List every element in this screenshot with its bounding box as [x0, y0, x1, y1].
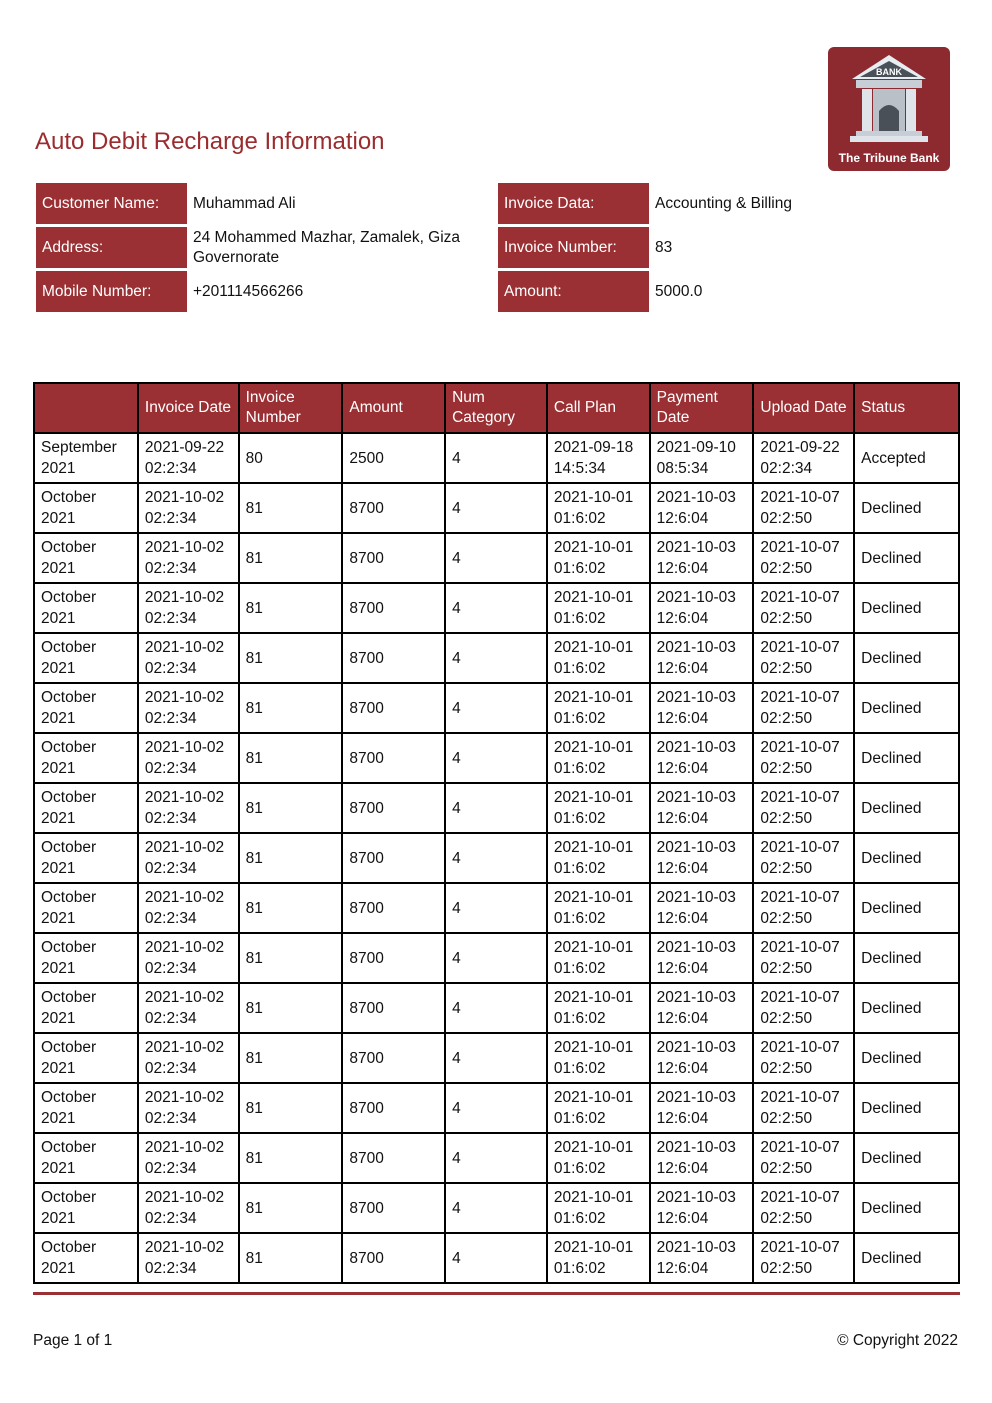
- cell-payment-date: 2021-10-03 12:6:04: [650, 983, 754, 1033]
- cell-num-category: 4: [445, 733, 547, 783]
- cell-num-category: 4: [445, 633, 547, 683]
- cell-period: October 2021: [34, 483, 138, 533]
- cell-amount: 8700: [342, 833, 445, 883]
- cell-status: Declined: [854, 483, 959, 533]
- cell-num-category: 4: [445, 483, 547, 533]
- cell-upload-date: 2021-10-07 02:2:50: [753, 1033, 854, 1083]
- cell-invoice-number: 81: [239, 933, 343, 983]
- cell-upload-date: 2021-10-07 02:2:50: [753, 1233, 854, 1283]
- cell-amount: 8700: [342, 683, 445, 733]
- table-row: [34, 1033, 959, 1083]
- info-value: 24 Mohammed Mazhar, Zamalek, Giza Governorate: [193, 228, 461, 266]
- cell-amount: 8700: [342, 983, 445, 1033]
- cell-call-plan: 2021-10-01 01:6:02: [547, 1233, 650, 1283]
- cell-call-plan: 2021-10-01 01:6:02: [547, 1183, 650, 1233]
- info-row-customer-name: [36, 183, 489, 224]
- cell-invoice-date: 2021-10-02 02:2:34: [138, 733, 239, 783]
- cell-amount: 8700: [342, 483, 445, 533]
- cell-period: October 2021: [34, 1183, 138, 1233]
- cell-invoice-number: 81: [239, 533, 343, 583]
- cell-call-plan: 2021-10-01 01:6:02: [547, 733, 650, 783]
- cell-status: Declined: [854, 883, 959, 933]
- cell-call-plan: 2021-10-01 01:6:02: [547, 533, 650, 583]
- cell-payment-date: 2021-10-03 12:6:04: [650, 1233, 754, 1283]
- cell-invoice-date: 2021-10-02 02:2:34: [138, 483, 239, 533]
- cell-invoice-date: 2021-10-02 02:2:34: [138, 783, 239, 833]
- cell-num-category: 4: [445, 533, 547, 583]
- table-row: [34, 983, 959, 1033]
- cell-status: Accepted: [854, 433, 959, 483]
- info-label: Invoice Number:: [498, 227, 649, 268]
- column-header-invoice-number: Invoice Number: [239, 383, 343, 433]
- column-header-status: Status: [854, 383, 959, 433]
- cell-upload-date: 2021-10-07 02:2:50: [753, 883, 854, 933]
- cell-period: October 2021: [34, 883, 138, 933]
- cell-payment-date: 2021-10-03 12:6:04: [650, 883, 754, 933]
- table-row: [34, 633, 959, 683]
- cell-upload-date: 2021-10-07 02:2:50: [753, 1083, 854, 1133]
- cell-invoice-date: 2021-10-02 02:2:34: [138, 1133, 239, 1183]
- cell-invoice-date: 2021-10-02 02:2:34: [138, 933, 239, 983]
- cell-call-plan: 2021-10-01 01:6:02: [547, 583, 650, 633]
- cell-payment-date: 2021-10-03 12:6:04: [650, 633, 754, 683]
- cell-amount: 8700: [342, 733, 445, 783]
- table-row: [34, 433, 959, 483]
- column-header-upload-date: Upload Date: [753, 383, 854, 433]
- info-label: Invoice Data:: [498, 183, 649, 224]
- recharge-table: [33, 382, 960, 1284]
- cell-invoice-date: 2021-10-02 02:2:34: [138, 1183, 239, 1233]
- invoice-info-table: [498, 180, 951, 315]
- cell-upload-date: 2021-10-07 02:2:50: [753, 683, 854, 733]
- cell-invoice-date: 2021-10-02 02:2:34: [138, 633, 239, 683]
- cell-status: Declined: [854, 1083, 959, 1133]
- cell-invoice-number: 81: [239, 633, 343, 683]
- cell-status: Declined: [854, 533, 959, 583]
- cell-amount: 8700: [342, 1133, 445, 1183]
- cell-payment-date: 2021-10-03 12:6:04: [650, 533, 754, 583]
- cell-period: October 2021: [34, 633, 138, 683]
- cell-invoice-number: 81: [239, 583, 343, 633]
- info-value: Muhammad Ali: [193, 194, 296, 212]
- table-row: [34, 1233, 959, 1283]
- cell-num-category: 4: [445, 683, 547, 733]
- table-row: [34, 1183, 959, 1233]
- cell-upload-date: 2021-10-07 02:2:50: [753, 933, 854, 983]
- cell-invoice-date: 2021-10-02 02:2:34: [138, 533, 239, 583]
- table-row: [34, 533, 959, 583]
- cell-num-category: 4: [445, 1133, 547, 1183]
- cell-call-plan: 2021-10-01 01:6:02: [547, 633, 650, 683]
- cell-invoice-number: 81: [239, 483, 343, 533]
- footer-divider: [33, 1292, 960, 1295]
- cell-period: October 2021: [34, 1033, 138, 1083]
- cell-period: October 2021: [34, 583, 138, 633]
- cell-invoice-date: 2021-10-02 02:2:34: [138, 1083, 239, 1133]
- cell-amount: 2500: [342, 433, 445, 483]
- column-header-payment-date: Payment Date: [650, 383, 754, 433]
- table-row: [34, 933, 959, 983]
- cell-num-category: 4: [445, 933, 547, 983]
- info-value: Accounting & Billing: [655, 194, 792, 212]
- cell-num-category: 4: [445, 883, 547, 933]
- cell-invoice-date: 2021-10-02 02:2:34: [138, 883, 239, 933]
- cell-call-plan: 2021-10-01 01:6:02: [547, 933, 650, 983]
- cell-upload-date: 2021-09-22 02:2:34: [753, 433, 854, 483]
- cell-upload-date: 2021-10-07 02:2:50: [753, 633, 854, 683]
- cell-status: Declined: [854, 633, 959, 683]
- cell-num-category: 4: [445, 583, 547, 633]
- cell-status: Declined: [854, 833, 959, 883]
- info-row-address: [36, 227, 489, 268]
- cell-invoice-date: 2021-10-02 02:2:34: [138, 683, 239, 733]
- cell-invoice-date: 2021-10-02 02:2:34: [138, 583, 239, 633]
- cell-call-plan: 2021-10-01 01:6:02: [547, 483, 650, 533]
- cell-amount: 8700: [342, 783, 445, 833]
- cell-period: October 2021: [34, 783, 138, 833]
- info-label: Amount:: [498, 271, 649, 312]
- cell-status: Declined: [854, 683, 959, 733]
- cell-call-plan: 2021-10-01 01:6:02: [547, 1083, 650, 1133]
- cell-status: Declined: [854, 983, 959, 1033]
- info-label: Customer Name:: [36, 183, 187, 224]
- table-row: [34, 1133, 959, 1183]
- cell-payment-date: 2021-10-03 12:6:04: [650, 683, 754, 733]
- cell-call-plan: 2021-09-18 14:5:34: [547, 433, 650, 483]
- cell-amount: 8700: [342, 1183, 445, 1233]
- cell-payment-date: 2021-10-03 12:6:04: [650, 483, 754, 533]
- column-header-amount: Amount: [342, 383, 445, 433]
- cell-call-plan: 2021-10-01 01:6:02: [547, 833, 650, 883]
- table-row: [34, 733, 959, 783]
- cell-payment-date: 2021-09-10 08:5:34: [650, 433, 754, 483]
- cell-status: Declined: [854, 933, 959, 983]
- cell-status: Declined: [854, 583, 959, 633]
- cell-payment-date: 2021-10-03 12:6:04: [650, 1033, 754, 1083]
- cell-upload-date: 2021-10-07 02:2:50: [753, 783, 854, 833]
- cell-amount: 8700: [342, 1083, 445, 1133]
- cell-period: October 2021: [34, 733, 138, 783]
- cell-upload-date: 2021-10-07 02:2:50: [753, 733, 854, 783]
- cell-status: Declined: [854, 1033, 959, 1083]
- cell-upload-date: 2021-10-07 02:2:50: [753, 833, 854, 883]
- cell-num-category: 4: [445, 1033, 547, 1083]
- column-header-period: [34, 383, 138, 433]
- cell-status: Declined: [854, 1233, 959, 1283]
- cell-payment-date: 2021-10-03 12:6:04: [650, 833, 754, 883]
- cell-invoice-number: 81: [239, 833, 343, 883]
- cell-status: Declined: [854, 783, 959, 833]
- column-header-num-category: Num Category: [445, 383, 547, 433]
- cell-invoice-number: 81: [239, 1033, 343, 1083]
- cell-amount: 8700: [342, 533, 445, 583]
- cell-amount: 8700: [342, 1033, 445, 1083]
- cell-invoice-date: 2021-10-02 02:2:34: [138, 983, 239, 1033]
- cell-call-plan: 2021-10-01 01:6:02: [547, 883, 650, 933]
- bank-logo: [828, 47, 950, 171]
- info-row-amount: [498, 271, 951, 312]
- table-row: [34, 583, 959, 633]
- cell-amount: 8700: [342, 883, 445, 933]
- page-number: Page 1 of 1: [33, 1332, 113, 1349]
- cell-num-category: 4: [445, 1233, 547, 1283]
- customer-info-table: [36, 180, 489, 315]
- cell-amount: 8700: [342, 933, 445, 983]
- cell-num-category: 4: [445, 833, 547, 883]
- cell-upload-date: 2021-10-07 02:2:50: [753, 583, 854, 633]
- cell-invoice-number: 81: [239, 683, 343, 733]
- cell-period: October 2021: [34, 933, 138, 983]
- cell-upload-date: 2021-10-07 02:2:50: [753, 483, 854, 533]
- cell-invoice-date: 2021-10-02 02:2:34: [138, 833, 239, 883]
- info-label: Mobile Number:: [36, 271, 187, 312]
- cell-status: Declined: [854, 1183, 959, 1233]
- cell-period: October 2021: [34, 1083, 138, 1133]
- cell-period: September 2021: [34, 433, 138, 483]
- cell-payment-date: 2021-10-03 12:6:04: [650, 1083, 754, 1133]
- column-header-call-plan: Call Plan: [547, 383, 650, 433]
- cell-call-plan: 2021-10-01 01:6:02: [547, 783, 650, 833]
- cell-num-category: 4: [445, 783, 547, 833]
- cell-num-category: 4: [445, 983, 547, 1033]
- cell-invoice-date: 2021-09-22 02:2:34: [138, 433, 239, 483]
- bank-name: The Tribune Bank: [838, 151, 940, 165]
- cell-period: October 2021: [34, 833, 138, 883]
- table-row: [34, 1083, 959, 1133]
- table-header-row: [34, 383, 959, 433]
- cell-invoice-number: 80: [239, 433, 343, 483]
- cell-num-category: 4: [445, 1183, 547, 1233]
- table-row: [34, 883, 959, 933]
- cell-payment-date: 2021-10-03 12:6:04: [650, 583, 754, 633]
- cell-invoice-number: 81: [239, 883, 343, 933]
- cell-call-plan: 2021-10-01 01:6:02: [547, 983, 650, 1033]
- cell-num-category: 4: [445, 433, 547, 483]
- cell-status: Declined: [854, 733, 959, 783]
- svg-text:BANK: BANK: [876, 67, 902, 77]
- cell-payment-date: 2021-10-03 12:6:04: [650, 933, 754, 983]
- cell-amount: 8700: [342, 1233, 445, 1283]
- cell-invoice-number: 81: [239, 1233, 343, 1283]
- bank-building-icon: [846, 53, 932, 149]
- cell-amount: 8700: [342, 583, 445, 633]
- info-value: 83: [655, 238, 673, 256]
- info-row-invoice-data: [498, 183, 951, 224]
- cell-invoice-number: 81: [239, 783, 343, 833]
- cell-call-plan: 2021-10-01 01:6:02: [547, 1033, 650, 1083]
- cell-status: Declined: [854, 1133, 959, 1183]
- info-value: +201114566266: [193, 282, 304, 300]
- table-row: [34, 833, 959, 883]
- cell-period: October 2021: [34, 983, 138, 1033]
- cell-upload-date: 2021-10-07 02:2:50: [753, 1133, 854, 1183]
- cell-period: October 2021: [34, 533, 138, 583]
- cell-invoice-number: 81: [239, 983, 343, 1033]
- cell-invoice-number: 81: [239, 733, 343, 783]
- cell-invoice-number: 81: [239, 1083, 343, 1133]
- cell-period: October 2021: [34, 683, 138, 733]
- cell-invoice-number: 81: [239, 1133, 343, 1183]
- cell-invoice-date: 2021-10-02 02:2:34: [138, 1033, 239, 1083]
- info-label: Address:: [36, 227, 187, 268]
- cell-upload-date: 2021-10-07 02:2:50: [753, 1183, 854, 1233]
- cell-upload-date: 2021-10-07 02:2:50: [753, 533, 854, 583]
- info-value: 5000.0: [655, 282, 703, 300]
- cell-call-plan: 2021-10-01 01:6:02: [547, 1133, 650, 1183]
- info-row-invoice-number: [498, 227, 951, 268]
- table-row: [34, 483, 959, 533]
- cell-payment-date: 2021-10-03 12:6:04: [650, 733, 754, 783]
- info-row-mobile-number: [36, 271, 489, 312]
- cell-period: October 2021: [34, 1233, 138, 1283]
- page-title: Auto Debit Recharge Information: [35, 128, 385, 155]
- cell-upload-date: 2021-10-07 02:2:50: [753, 983, 854, 1033]
- cell-amount: 8700: [342, 633, 445, 683]
- cell-payment-date: 2021-10-03 12:6:04: [650, 1183, 754, 1233]
- cell-payment-date: 2021-10-03 12:6:04: [650, 1133, 754, 1183]
- cell-invoice-number: 81: [239, 1183, 343, 1233]
- table-row: [34, 683, 959, 733]
- cell-invoice-date: 2021-10-02 02:2:34: [138, 1233, 239, 1283]
- cell-call-plan: 2021-10-01 01:6:02: [547, 683, 650, 733]
- cell-payment-date: 2021-10-03 12:6:04: [650, 783, 754, 833]
- cell-num-category: 4: [445, 1083, 547, 1133]
- column-header-invoice-date: Invoice Date: [138, 383, 239, 433]
- copyright: © Copyright 2022: [837, 1332, 958, 1349]
- table-row: [34, 783, 959, 833]
- table-body: [34, 433, 959, 1283]
- cell-period: October 2021: [34, 1133, 138, 1183]
